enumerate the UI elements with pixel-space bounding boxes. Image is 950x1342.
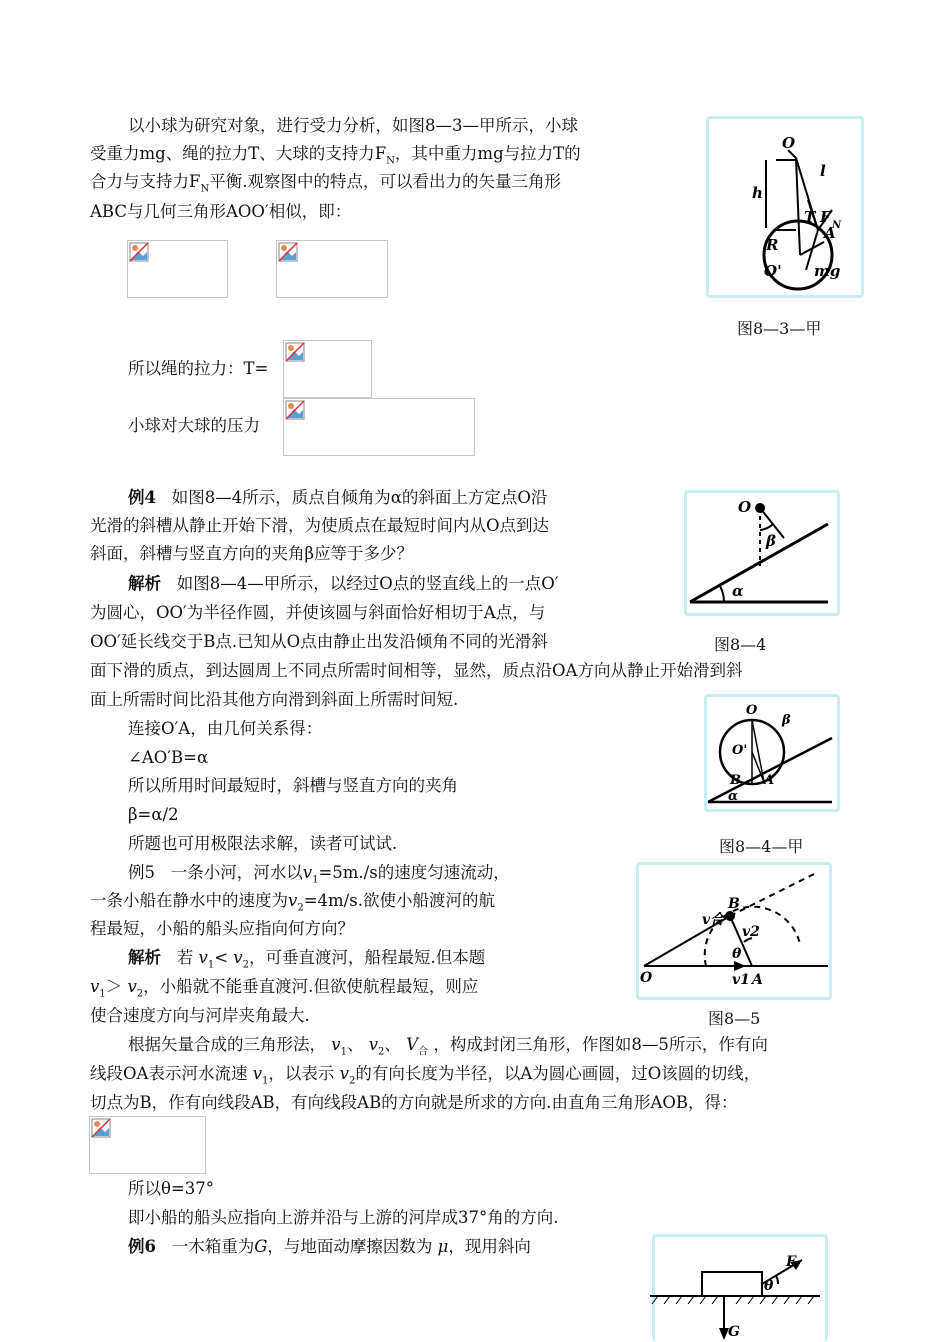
ex5-sol-line3: 使合速度方向与河岸夹角最大. bbox=[90, 1006, 310, 1025]
ex5-sol-line7: 所以θ=37° bbox=[128, 1179, 215, 1198]
fig83-label-O-prime: O' bbox=[764, 262, 782, 280]
fig84a-label-B: B bbox=[730, 773, 741, 788]
broken-image-icon bbox=[278, 242, 298, 262]
fig84-label-O: O bbox=[738, 498, 752, 516]
fig83-label-l: l bbox=[820, 162, 826, 180]
ex5-sol-line1: 解析 若 $v_1< v_2$，可垂直渡河，船程最短.但本题 bbox=[128, 948, 486, 971]
broken-image-icon bbox=[91, 1118, 111, 1138]
ex4-sol-line1: 解析 如图8—4—甲所示，以经过O点的竖直线上的一点O′ bbox=[128, 574, 559, 593]
ex5-sol-line4: 根据矢量合成的三角形法， $v_1$、 $v_2$、 $V_合$ ，构成封闭三角形，作图如8—5所示，作有向 bbox=[128, 1035, 768, 1058]
p1-line4: ABC与几何三角形AOO′相似，即： bbox=[90, 202, 352, 221]
ex5-line2: 一条小船在静水中的速度为$v_2=4m/s$.欲使小船渡河的航 bbox=[90, 891, 495, 914]
fig83-label-mg: mg bbox=[814, 262, 841, 280]
fig86-label-theta: θ bbox=[764, 1278, 774, 1294]
tension-label: 所以绳的拉力：T= bbox=[128, 359, 269, 378]
ex4-sol-line3: OO′延长线交于B点.已知从O点由静止出发沿倾角不同的光滑斜 bbox=[90, 632, 548, 651]
caption-fig85: 图8—5 bbox=[708, 1009, 761, 1028]
ex4-line2: 光滑的斜槽从静止开始下滑，为使质点在最短时间内从O点到达 bbox=[90, 516, 550, 535]
equation-image-5 bbox=[89, 1116, 206, 1174]
equation-image-3 bbox=[283, 340, 372, 398]
broken-image-icon bbox=[285, 342, 305, 362]
caption-fig84: 图8—4 bbox=[714, 635, 767, 654]
ex5-sol-line2: $v_1> v_2$，小船就不能垂直渡河.但欲使航程最短，则应 bbox=[90, 977, 479, 1000]
fig85-label-theta: θ bbox=[732, 946, 742, 962]
fig83-label-N: N bbox=[832, 220, 842, 231]
fig85-label-v2: v2 bbox=[742, 924, 760, 940]
ex5-sol-line8: 即小船的船头应指向上游并沿与上游的河岸成37°角的方向. bbox=[128, 1208, 559, 1227]
equation-image-1 bbox=[127, 240, 228, 298]
fig84-label-beta: β bbox=[766, 532, 776, 550]
fig83-label-h: h bbox=[752, 184, 763, 202]
p1-line2: 受重力mg、绳的拉力T、大球的支持力$F_N$，其中重力mg与拉力T的 bbox=[90, 144, 581, 167]
fig84a-label-A: A bbox=[764, 773, 775, 788]
ex4-sol-line8: 所以所用时间最短时，斜槽与竖直方向的夹角 bbox=[128, 776, 458, 795]
ex5-line1: 例5 一条小河，河水以$v_1=5m./s$的速度匀速流动， bbox=[128, 863, 510, 886]
fig83-label-A: A bbox=[824, 224, 836, 242]
figure-8-4 bbox=[680, 490, 840, 610]
fig85-label-A: A bbox=[752, 972, 763, 988]
figure-8-5 bbox=[634, 872, 834, 992]
broken-image-icon bbox=[129, 242, 149, 262]
ex4-sol-line4: 面下滑的质点，到达圆周上不同点所需时间相等，显然，质点沿OA方向从静止开始滑到斜 bbox=[90, 661, 743, 680]
fig85-label-B: B bbox=[728, 896, 740, 912]
ex4-sol-line9: β=α/2 bbox=[128, 805, 179, 824]
figure-8-4-a bbox=[700, 694, 840, 814]
ex4-sol-line10: 所题也可用极限法求解，读者可试试. bbox=[128, 834, 398, 853]
fig84a-label-O: O bbox=[746, 703, 758, 718]
caption-fig84a: 图8—4—甲 bbox=[719, 837, 804, 856]
broken-image-icon bbox=[285, 400, 305, 420]
ex5-line3: 程最短，小船的船头应指向何方向？ bbox=[90, 919, 354, 938]
fig84a-label-alpha: α bbox=[728, 789, 739, 804]
ex4-sol-line5: 面上所需时间比沿其他方向滑到斜面上所需时间短. bbox=[90, 690, 459, 709]
fig85-label-O: O bbox=[640, 970, 653, 986]
pressure-label: 小球对大球的压力 bbox=[128, 416, 260, 435]
fig83-label-R: R bbox=[766, 236, 779, 254]
equation-image-2 bbox=[276, 240, 388, 298]
fig85-label-v-he: v合 bbox=[702, 912, 725, 928]
p1-line1: 以小球为研究对象，进行受力分析，如图8—3—甲所示，小球 bbox=[128, 116, 578, 135]
fig83-label-T: T bbox=[804, 208, 816, 226]
ex4-sol-line6: 连接O′A，由几何关系得： bbox=[128, 719, 323, 738]
ex5-sol-line6: 切点为B，作有向线段AB，有向线段AB的方向就是所求的方向.由直角三角形AOB，得： bbox=[90, 1093, 738, 1112]
p1-line3: 合力与支持力$F_N$平衡.观察图中的特点，可以看出力的矢量三角形 bbox=[90, 172, 561, 195]
caption-fig83: 图8—3—甲 bbox=[737, 319, 822, 338]
fig84a-label-O-prime: O' bbox=[732, 743, 748, 758]
figure-8-6 bbox=[650, 1254, 830, 1342]
ex4-line3: 斜面，斜槽与竖直方向的夹角β应等于多少？ bbox=[90, 544, 414, 563]
fig84a-label-beta: β bbox=[782, 713, 791, 728]
figure-8-3 bbox=[740, 130, 860, 300]
fig83-label-F: F bbox=[820, 208, 831, 226]
ex4-sol-line2: 为圆心，OO′为半径作圆，并使该圆与斜面恰好相切于A点，与 bbox=[90, 603, 546, 622]
ex4-line1: 例4 如图8—4所示，质点自倾角为α的斜面上方定点O沿 bbox=[128, 488, 548, 507]
ex6-line1: 例6 一木箱重为G，与地面动摩擦因数为 μ，现用斜向 bbox=[128, 1237, 531, 1256]
fig85-label-v1: v1 bbox=[732, 972, 750, 988]
fig83-label-O: O bbox=[782, 134, 796, 152]
fig86-label-F: F bbox=[786, 1254, 796, 1270]
ex4-sol-line7: ∠AO′B=α bbox=[128, 748, 209, 767]
equation-image-4 bbox=[283, 398, 475, 456]
fig86-label-G: G bbox=[728, 1324, 740, 1340]
fig84-label-alpha: α bbox=[732, 582, 744, 600]
ex5-sol-line5: 线段OA表示河水流速 $v_1$，以表示 $v_2$的有向长度为半径，以A为圆心画圆，过O该圆的切线， bbox=[90, 1064, 761, 1087]
